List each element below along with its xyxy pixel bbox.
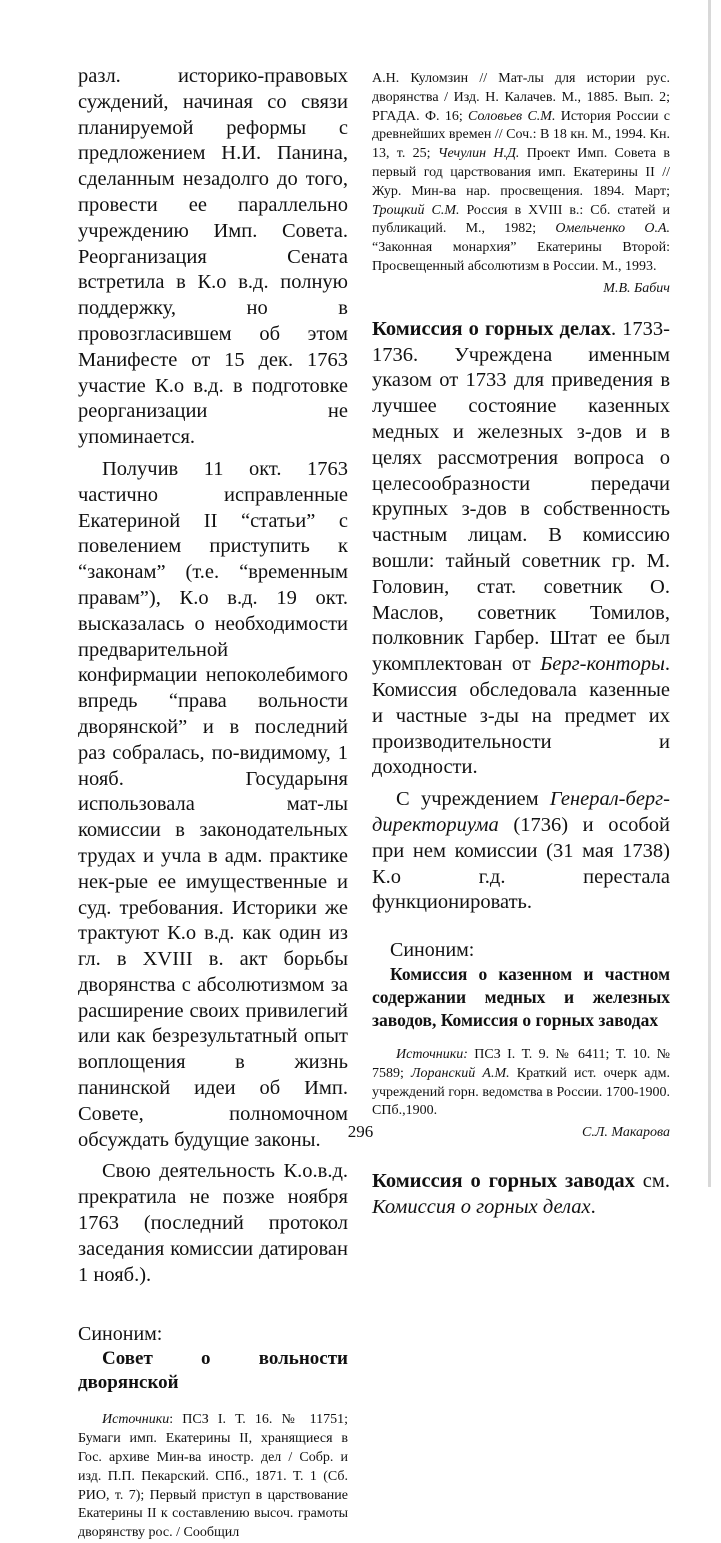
sources-body: : ПСЗ I. Т. 16. № 11751; Бумаги имп. Екатерины II, хранящиеся в Гос. архиве Мин-ва иностр. дел / Собр. и изд. П.П. Пекарский. СПб., 1871. Т. 1 (Сб. РИО, т. 7); Первый приступ в царствование Екатерины II к составлению высоч. грамоты дворянству рос. / Сообщил: [78, 1412, 348, 1541]
entry-term: Комиссия о горных делах: [372, 317, 611, 340]
sources-text: Источники: ПСЗ I. Т. 9. № 6411; Т. 10. № 7589; Лоранский А.М. Краткий ист. очерк адм. учреждений горн. ведомства в России. 1700-1900. СПб.,1900.: [372, 1047, 670, 1119]
synonym-block: [78, 1322, 348, 1395]
synonym-label: Синоним:: [78, 1323, 163, 1346]
scan-edge-divider: [708, 0, 711, 1187]
sources-text: [78, 1411, 348, 1543]
cited-author: Трощкий С.М.: [372, 202, 460, 218]
cited-author: Чечулин Н.Д.: [437, 146, 520, 162]
left-column: [78, 64, 348, 1543]
entry-paragraph-2: С учреждением Генерал-берг-директориума (1736) и особой при нем комиссии (31 мая 1738) К.о г.д. перестала функционировать.: [372, 788, 670, 914]
cross-reference-link[interactable]: Комиссия о горных делах: [372, 1196, 591, 1219]
sources-label: Источники:: [396, 1047, 468, 1063]
sources-label: Источники: [102, 1412, 170, 1428]
paragraph-reform: разл. историко-правовых суждений, начиная со связи планируемой реформы с предложением Н.И. Панина, сделанным незадолго до того, провести ее параллельно учреждению Имп. Совета. Реорганизация Сената встретила в К.о в.д. полную поддержку, но в провозгласившем об этом Манифесте от 15 дек. 1763 участие К.о в.д. в подготовке реорганизации не упоминается.: [78, 65, 348, 449]
paragraph-history: Получив 11 окт. 1763 частично исправленные Екатериной II “статьи” с повелением приступить к “законам” (т.е. “временным правам”), К.о в.д. 19 окт. высказалась о необходимости предварительной конфирмации непоколебимого впредь “права вольности дворянской” и в последний раз собралась, по-видимому, 1 нояб. Государыня использовала мат-лы комиссии в законодательных трудах и учла в адм. практике нек-рые ее имущественные и суд. требования. Историки же трактуют К.о в.д. как один из гл. в XVIII в. акт борьбы дворянства с абсолютизмом за расширение своих привилегий или как безрезультатный опыт воплощения в жизнь панинской идеи об Имп. Совете, полномочном обсуждать будущие законы.: [78, 457, 348, 1151]
cited-author: Омельченко О.А.: [555, 221, 670, 237]
synonym-block: [372, 938, 670, 1032]
right-column: [372, 64, 670, 1221]
article-author: С.Л. Макарова: [582, 1125, 670, 1141]
italic-reference: Берг-конторы: [540, 653, 665, 676]
entry-mining-commission: Комиссия о горных делах. 1733-1736. Учреждена именным указом от 1733 для приведения в лучшее состояние казенных медных и железных з-дов и в целях рассмотрения вопроса о целесообразности передачи крупных з-дов в собственность частным лицам. В комиссию вошли: тайный советник гр. М. Головин, стат. советник О. Маслов, советник Томилов, полковник Гарбер. Штат ее был укомплектован от Берг-конторы. Комиссия обследовала казенные и частные з-ды на предмет их производительности и доходности.: [372, 317, 670, 779]
paragraph-termination: Свою деятельность К.о.в.д. прекратила не позже ноября 1763 (последний протокол заседания комиссии датирован 1 нояб.).: [78, 1160, 348, 1286]
cross-reference-term: Комиссия о горных заводах: [372, 1170, 635, 1193]
cross-reference: Комиссия о горных заводах см. Комиссия о горных делах.: [372, 1170, 670, 1219]
synonym-term: Совет о вольности дворянской: [78, 1348, 348, 1394]
synonym-terms: Комиссия о казенном и частном содержании медных и железных заводов, Комиссия о горных заводах: [372, 964, 670, 1031]
page-number: 296: [347, 1122, 374, 1141]
cited-author: Лоранский А.М.: [411, 1065, 510, 1081]
cited-author: Соловьев С.М.: [468, 108, 556, 124]
article-author: М.В. Бабич: [603, 280, 670, 296]
synonym-label: Синоним:: [390, 939, 475, 962]
sources-continuation: А.Н. Куломзин // Мат-лы для истории рус. дворянства / Изд. Н. Калачев. М., 1885. Вып. 2; РГАДА. Ф. 16; Соловьев С.М. История России с древнейших времен // Соч.: В 18 кн. М., 1994. Кн. 13, т. 25; Чечулин Н.Д. Проект Имп. Совета в первый год царствования имп. Екатерины II // Жур. Мин-ва нар. просвещения. 1894. Март; Трощкий С.М. Россия в XVIII в.: Сб. статей и публикаций. М., 1982; Омельченко О.А. “Законная монархия” Екатерины Второй: Просвещенный абсолютизм в России. М., 1993.: [372, 71, 670, 274]
italic-reference: Генерал-берг-директориума: [372, 788, 670, 836]
